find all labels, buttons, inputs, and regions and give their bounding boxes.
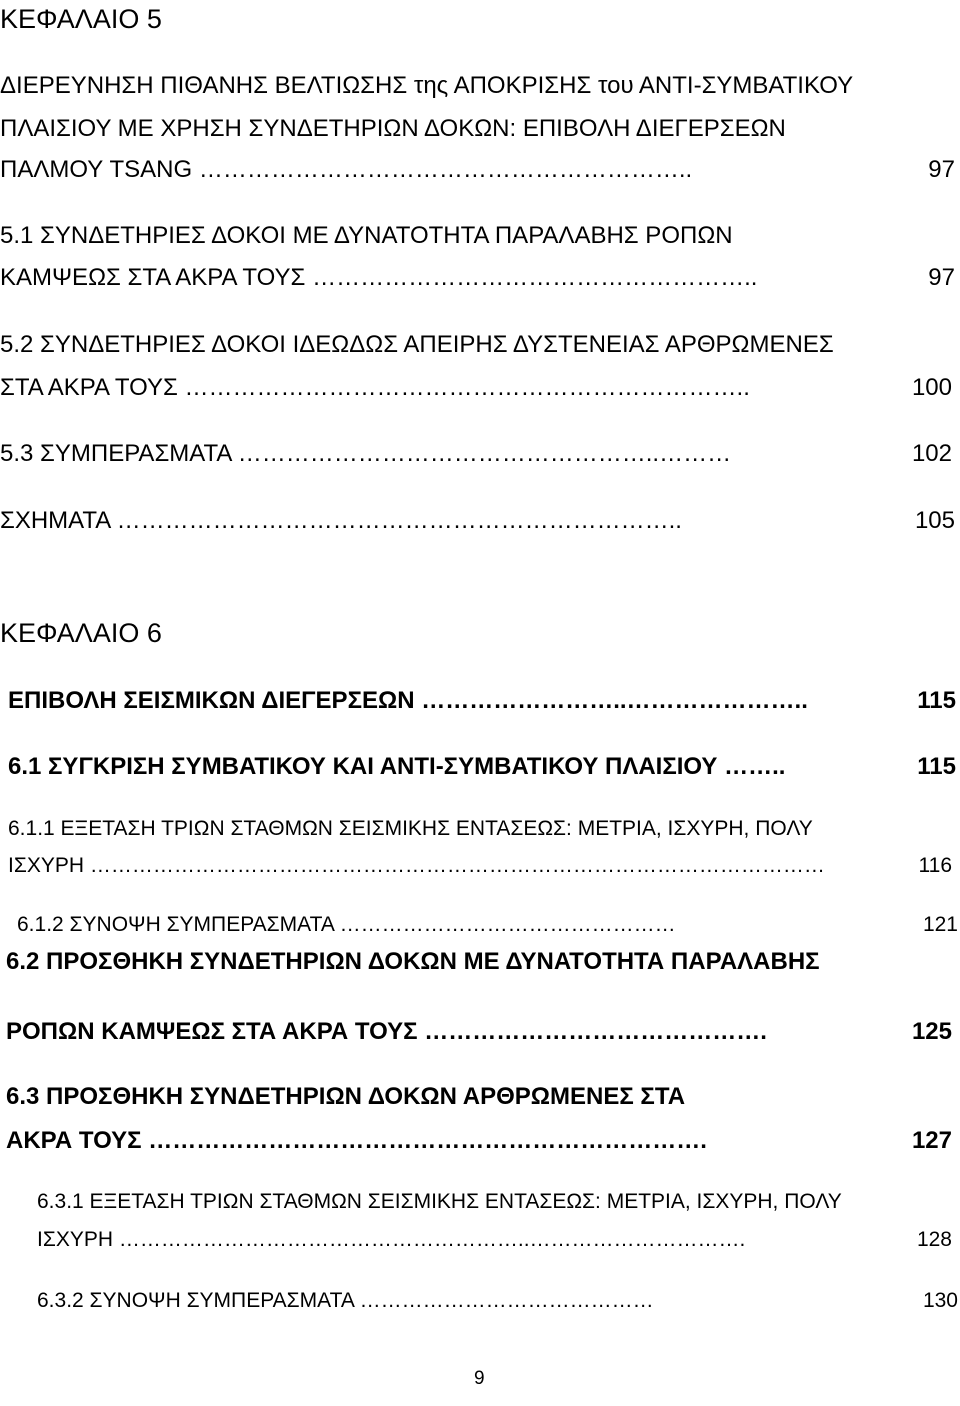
toc-leader-dots: ……………………..………………….. (421, 689, 808, 713)
toc-leader-dots: …………………………………………………………….. (184, 376, 750, 400)
toc-page-number: 121 (922, 914, 958, 935)
toc-entry-label: 6.1 ΣΥΓΚΡΙΣΗ ΣΥΜΒΑΤΙΚΟΥ ΚΑΙ ΑΝΤΙ-ΣΥΜΒΑΤΙΚΟΥ ΠΛΑΙΣΙΟΥ (8, 755, 718, 779)
toc-leader-dots: ……………………………………………….. (312, 266, 758, 290)
toc-entry-5-1-line-1[interactable]: 5.1 ΣΥΝΔΕΤΗΡΙΕΣ ΔΟΚΟΙ ΜΕ ΔΥΝΑΤΟΤΗΤΑ ΠΑΡΑΛΑΒΗΣ ΡΟΠΩΝ (0, 222, 733, 249)
chapter-5-heading: ΚΕΦΑΛΑΙΟ 5 (0, 4, 162, 34)
toc-entry-5-2[interactable] (0, 376, 952, 400)
toc-page-number: 102 (911, 442, 952, 466)
toc-entry-label: ΚΑΜΨΕΩΣ ΣΤΑ ΑΚΡΑ ΤΟΥΣ (0, 266, 306, 290)
chapter-5-title-line-1: ΔΙΕΡΕΥΝΗΣΗ ΠΙΘΑΝΗΣ ΒΕΛΤΙΩΣΗΣ της ΑΠΟΚΡΙΣΗΣ του ΑΝΤΙ-ΣΥΜΒΑΤΙΚΟΥ (0, 72, 854, 99)
toc-entry-6-2-line-1[interactable]: 6.2 ΠΡΟΣΘΗΚΗ ΣΥΝΔΕΤΗΡΙΩΝ ΔΟΚΩΝ ΜΕ ΔΥΝΑΤΟΤΗΤΑ ΠΑΡΑΛΑΒΗΣ (6, 948, 820, 975)
toc-entry-chapter-6-title[interactable] (8, 689, 956, 713)
toc-entry-label: ΕΠΙΒΟΛΗ ΣΕΙΣΜΙΚΩΝ ΔΙΕΓΕΡΣΕΩΝ (8, 689, 415, 713)
toc-page-number: 116 (918, 855, 952, 876)
toc-page-number: 105 (914, 509, 955, 533)
toc-page-number: 115 (917, 689, 956, 713)
toc-entry-6-1[interactable] (8, 755, 956, 779)
toc-entry-label: 6.1.2 ΣΥΝΟΨΗ ΣΥΜΠΕΡΑΣΜΑΤΑ (17, 914, 334, 935)
toc-entry-6-1-1[interactable] (8, 855, 952, 876)
toc-page-number: 127 (911, 1129, 952, 1153)
toc-leader-dots: ……………………………………………………………. (148, 1129, 707, 1153)
toc-entry-6-3-1[interactable] (37, 1229, 952, 1250)
toc-entry-6-1-1-line-1[interactable]: 6.1.1 ΕΞΕΤΑΣΗ ΤΡΙΩΝ ΣΤΑΘΜΩΝ ΣΕΙΣΜΙΚΗΣ ΕΝΤΑΣΕΩΣ: ΜΕΤΡΙΑ, ΙΣΧΥΡΗ, ΠΟΛΥ (8, 817, 813, 840)
toc-entry-figures[interactable] (0, 509, 955, 533)
toc-entry-label: ΠΑΛΜΟΥ TSANG (0, 158, 193, 182)
toc-entry-5-1[interactable] (0, 266, 955, 290)
toc-page-number: 115 (917, 755, 956, 779)
toc-leader-dots: …….. (724, 755, 786, 779)
toc-entry-label: ΣΧΗΜΑΤΑ (0, 509, 110, 533)
toc-page-number: 100 (911, 376, 952, 400)
toc-page-number: 128 (916, 1229, 952, 1250)
toc-leader-dots: …………………………………………………………….. (116, 509, 682, 533)
toc-entry-6-3-line-1[interactable]: 6.3 ΠΡΟΣΘΗΚΗ ΣΥΝΔΕΤΗΡΙΩΝ ΔΟΚΩΝ ΑΡΘΡΩΜΕΝΕΣ ΣΤΑ (6, 1083, 686, 1110)
toc-entry-6-1-2[interactable] (17, 914, 958, 935)
page-number: 9 (474, 1368, 485, 1389)
toc-page-number: 97 (928, 158, 955, 182)
toc-leader-dots: …………………………………………………………………………………………… (89, 855, 825, 876)
toc-leader-dots: ……………………………………. (424, 1020, 767, 1044)
toc-entry-6-3-2[interactable] (37, 1290, 958, 1311)
toc-entry-label: ΙΣΧΥΡΗ (8, 855, 85, 876)
toc-page-number: 125 (911, 1020, 952, 1044)
toc-entry-5-3[interactable] (0, 442, 952, 466)
toc-leader-dots: …………………………………… (359, 1290, 654, 1311)
toc-entry-label: 5.3 ΣΥΜΠΕΡΑΣΜΑΤΑ (0, 442, 232, 466)
toc-entry-label: 6.3.2 ΣΥΝΟΨΗ ΣΥΜΠΕΡΑΣΜΑΤΑ (37, 1290, 354, 1311)
toc-entry-chapter-5-title[interactable] (0, 158, 955, 182)
toc-leader-dots: …………………………………………………….. (198, 158, 693, 182)
toc-entry-5-2-line-1[interactable]: 5.2 ΣΥΝΔΕΤΗΡΙΕΣ ΔΟΚΟΙ ΙΔΕΩΔΩΣ ΑΠΕΙΡΗΣ ΔΥΣΤΕΝΕΙΑΣ ΑΡΘΡΩΜΕΝΕΣ (0, 331, 834, 358)
toc-entry-label: ΣΤΑ ΑΚΡΑ ΤΟΥΣ (0, 376, 178, 400)
toc-leader-dots: ……………………………………………..……… (237, 442, 732, 466)
toc-page-number: 97 (928, 266, 955, 290)
toc-leader-dots: …………………………………………………..…………………………. (118, 1229, 746, 1250)
toc-entry-label: ΙΣΧΥΡΗ (37, 1229, 114, 1250)
toc-entry-label: ΑΚΡΑ ΤΟΥΣ (6, 1129, 142, 1153)
toc-page-number: 130 (922, 1290, 958, 1311)
toc-entry-label: ΡΟΠΩΝ ΚΑΜΨΕΩΣ ΣΤΑ ΑΚΡΑ ΤΟΥΣ (6, 1020, 418, 1044)
chapter-6-heading: ΚΕΦΑΛΑΙΟ 6 (0, 618, 162, 648)
toc-entry-6-3[interactable] (6, 1129, 952, 1153)
toc-entry-6-2[interactable] (6, 1020, 952, 1044)
toc-entry-6-3-1-line-1[interactable]: 6.3.1 ΕΞΕΤΑΣΗ ΤΡΙΩΝ ΣΤΑΘΜΩΝ ΣΕΙΣΜΙΚΗΣ ΕΝΤΑΣΕΩΣ: ΜΕΤΡΙΑ, ΙΣΧΥΡΗ, ΠΟΛΥ (37, 1190, 842, 1213)
chapter-5-title-line-2: ΠΛΑΙΣΙΟΥ ΜΕ ΧΡΗΣΗ ΣΥΝΔΕΤΗΡΙΩΝ ΔΟΚΩΝ: ΕΠΙΒΟΛΗ ΔΙΕΓΕΡΣΕΩΝ (0, 115, 786, 142)
toc-leader-dots: ………………………………………… (339, 914, 676, 935)
